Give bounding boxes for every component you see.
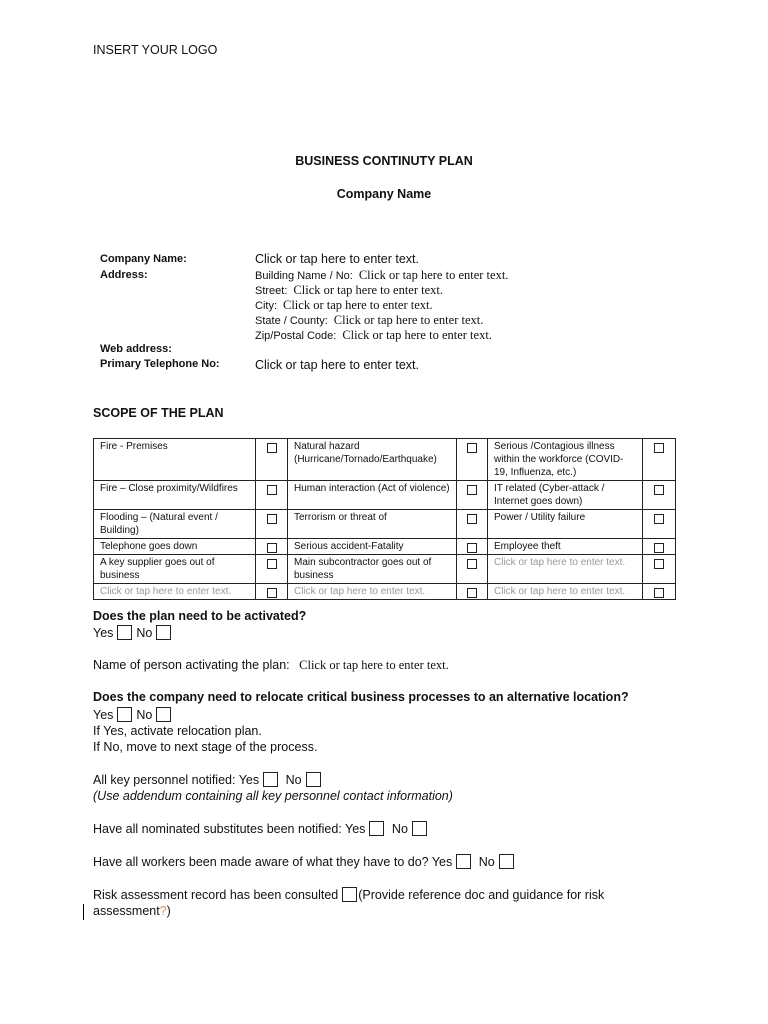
risk-assessment-close: ) — [166, 904, 171, 918]
yes-label: Yes — [93, 625, 114, 640]
checkbox[interactable] — [654, 588, 664, 598]
risk-input-cell[interactable]: Click or tap here to enter text. — [488, 584, 643, 600]
risk-cell: Flooding – (Natural event / Building) — [94, 510, 256, 539]
checkbox[interactable] — [467, 443, 477, 453]
substitutes-row — [93, 821, 431, 838]
primary-telephone-label: Primary Telephone No: — [100, 358, 220, 370]
activation-options — [93, 625, 175, 642]
activating-person-field[interactable]: Click or tap here to enter text. — [299, 658, 449, 672]
logo-placeholder: INSERT YOUR LOGO — [93, 43, 218, 57]
checkbox[interactable] — [654, 559, 664, 569]
risk-cell: Fire – Close proximity/Wildfires — [94, 481, 256, 510]
activation-yes-checkbox[interactable] — [117, 625, 132, 640]
street-row — [255, 283, 443, 298]
workers-yes-checkbox[interactable] — [456, 854, 471, 869]
activation-no-checkbox[interactable] — [156, 625, 171, 640]
risk-input-cell[interactable]: Click or tap here to enter text. — [488, 555, 643, 584]
activating-person-label: Name of person activating the plan: — [93, 658, 290, 672]
risk-cell: Power / Utility failure — [488, 510, 643, 539]
risk-assessment-word: assessment — [93, 904, 160, 918]
risk-cell: Serious /Contagious illness within the workforce (COVID-19, Influenza, etc.) — [488, 439, 643, 481]
no-label: No — [391, 821, 408, 836]
telephone-field[interactable]: Click or tap here to enter text. — [255, 358, 419, 372]
checkbox[interactable] — [267, 443, 277, 453]
table-row — [94, 539, 676, 555]
risk-assessment-checkbox[interactable] — [342, 887, 357, 902]
risk-cell: A key supplier goes out of business — [94, 555, 256, 584]
risk-cell: Natural hazard (Hurricane/Tornado/Earthquake) — [288, 439, 457, 481]
no-label: No — [478, 854, 495, 869]
text-cursor — [83, 904, 84, 920]
relocation-yes-checkbox[interactable] — [117, 707, 132, 722]
risk-cell: Terrorism or threat of — [288, 510, 457, 539]
risk-assessment-row — [93, 887, 604, 904]
state-row — [255, 313, 483, 328]
company-name-label: Company Name: — [100, 253, 187, 265]
yes-label: Yes — [345, 821, 366, 836]
checkbox[interactable] — [654, 514, 664, 524]
personnel-note: (Use addendum containing all key personnel contact information) — [93, 789, 453, 803]
risk-input-cell[interactable]: Click or tap here to enter text. — [288, 584, 457, 600]
document-title: BUSINESS CONTINUTY PLAN — [295, 154, 473, 168]
yes-label: Yes — [238, 772, 260, 787]
checkbox[interactable] — [267, 543, 277, 553]
zip-label: Zip/Postal Code: — [255, 330, 337, 342]
table-row — [94, 555, 676, 584]
scope-table — [93, 438, 676, 600]
risk-input-cell[interactable]: Click or tap here to enter text. — [94, 584, 256, 600]
personnel-no-checkbox[interactable] — [306, 772, 321, 787]
company-name-heading: Company Name — [336, 187, 432, 201]
no-label: No — [136, 625, 153, 640]
activation-question: Does the plan need to be activated? — [93, 609, 307, 623]
no-label: No — [136, 707, 153, 722]
street-field[interactable]: Click or tap here to enter text. — [293, 283, 444, 297]
risk-assessment-guidance: (Provide reference doc and guidance for risk — [358, 887, 605, 902]
checkbox[interactable] — [654, 443, 664, 453]
checkbox[interactable] — [467, 588, 477, 598]
city-field[interactable]: Click or tap here to enter text. — [283, 298, 433, 312]
state-field[interactable]: Click or tap here to enter text. — [333, 313, 484, 327]
state-label: State / County: — [255, 315, 328, 327]
risk-assessment-label: Risk assessment record has been consulted — [93, 887, 339, 902]
checkbox[interactable] — [654, 485, 664, 495]
personnel-row — [93, 772, 325, 789]
zip-row — [255, 328, 492, 343]
building-label: Building Name / No: — [255, 270, 353, 282]
no-label: No — [285, 772, 302, 787]
workers-row — [93, 854, 518, 871]
yes-label: Yes — [431, 854, 453, 869]
risk-cell: Main subcontractor goes out of business — [288, 555, 457, 584]
city-row — [255, 298, 433, 313]
checkbox[interactable] — [267, 559, 277, 569]
relocation-options — [93, 707, 175, 724]
city-label: City: — [255, 300, 277, 312]
checkbox[interactable] — [267, 485, 277, 495]
scope-heading: SCOPE OF THE PLAN — [93, 406, 224, 420]
personnel-label: All key personnel notified: — [93, 772, 236, 787]
risk-cell: Fire - Premises — [94, 439, 256, 481]
risk-cell: Human interaction (Act of violence) — [288, 481, 457, 510]
relocation-if-yes: If Yes, activate relocation plan. — [93, 724, 262, 738]
table-row — [94, 481, 676, 510]
proofing-mark: ? — [159, 904, 167, 918]
checkbox[interactable] — [467, 485, 477, 495]
table-row — [94, 439, 676, 481]
substitutes-label: Have all nominated substitutes been notified: — [93, 821, 342, 836]
table-row — [94, 584, 676, 600]
street-label: Street: — [255, 285, 288, 297]
workers-no-checkbox[interactable] — [499, 854, 514, 869]
building-field[interactable]: Click or tap here to enter text. — [358, 268, 509, 282]
table-row — [94, 510, 676, 539]
relocation-question: Does the company need to relocate critical business processes to an alternative location? — [93, 690, 629, 704]
relocation-no-checkbox[interactable] — [156, 707, 171, 722]
risk-cell: Serious accident-Fatality — [288, 539, 457, 555]
checkbox[interactable] — [267, 588, 277, 598]
address-label: Address: — [100, 269, 148, 281]
relocation-if-no: If No, move to next stage of the process. — [93, 740, 318, 754]
checkbox[interactable] — [267, 514, 277, 524]
checkbox[interactable] — [467, 559, 477, 569]
checkbox[interactable] — [467, 543, 477, 553]
checkbox[interactable] — [654, 543, 664, 553]
workers-label: Have all workers been made aware of what they have to do? — [93, 854, 429, 869]
zip-field[interactable]: Click or tap here to enter text. — [342, 328, 492, 342]
checkbox[interactable] — [467, 514, 477, 524]
building-row — [255, 268, 508, 283]
substitutes-no-checkbox[interactable] — [412, 821, 427, 836]
risk-cell: Telephone goes down — [94, 539, 256, 555]
web-address-label: Web address: — [100, 343, 172, 355]
personnel-yes-checkbox[interactable] — [263, 772, 278, 787]
company-name-field[interactable]: Click or tap here to enter text. — [255, 252, 419, 266]
yes-label: Yes — [93, 707, 114, 722]
risk-cell: IT related (Cyber-attack / Internet goes down) — [488, 481, 643, 510]
risk-cell: Employee theft — [488, 539, 643, 555]
risk-assessment-line2 — [93, 904, 171, 918]
substitutes-yes-checkbox[interactable] — [369, 821, 384, 836]
activating-person-row — [93, 658, 449, 673]
